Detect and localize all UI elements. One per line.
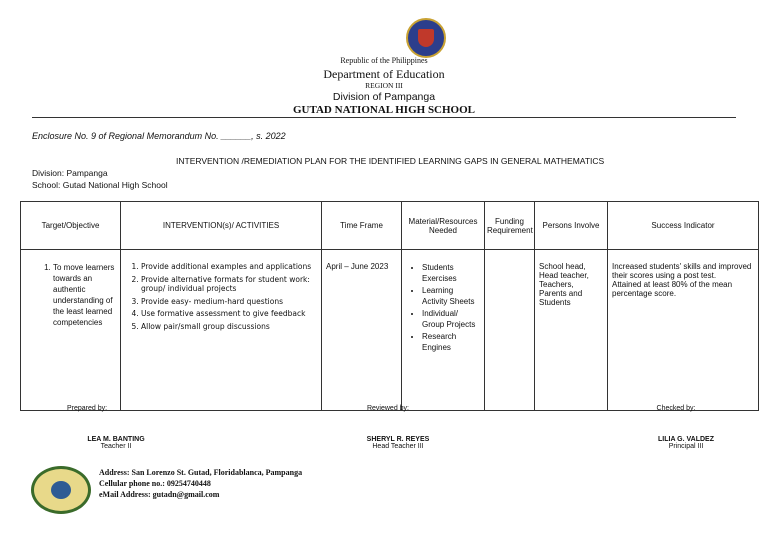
address-line: Address: San Lorenzo St. Gutad, Floridablanca, Pampanga	[99, 468, 303, 477]
phone-line: Cellular phone no.: 09254740448	[99, 479, 211, 488]
col-header-funding: Funding Requirement	[485, 202, 535, 250]
deped-seal-icon	[406, 18, 446, 58]
prepared-by-block	[46, 436, 186, 450]
materials-cell	[402, 250, 485, 411]
activity-item: 5. Allow pair/small group discussions	[141, 322, 317, 332]
col-header-materials: Material/Resources Needed	[402, 202, 485, 250]
activity-item: 1. Provide additional examples and applications	[141, 262, 317, 272]
material-item: • Individual/ Group Projects	[422, 308, 480, 330]
reviewed-by-title: Head Teacher III	[372, 443, 424, 450]
success-cell	[608, 250, 759, 411]
activity-item: 4. Use formative assessment to give feedback	[141, 309, 317, 319]
email-line: eMail Address: gutadn@gmail.com	[99, 490, 220, 499]
checked-by-name: LILIA G. VALDEZ	[658, 436, 714, 443]
school-logo-icon	[31, 466, 91, 514]
checked-by-block	[616, 436, 756, 450]
header-region: REGION III	[365, 81, 403, 90]
success-line: Attained at least 80% of the mean percentage score.	[612, 280, 733, 298]
material-item: • Learning Activity Sheets	[422, 285, 480, 307]
header-divider	[32, 117, 736, 118]
checked-by-title: Principal III	[668, 443, 704, 450]
reviewed-by-name: SHERYL R. REYES	[366, 436, 430, 443]
reviewed-by-block	[328, 436, 468, 450]
school-contact	[99, 467, 302, 500]
objective-cell	[21, 250, 121, 411]
objective-item: 1. To move learners towards an authentic understanding of the least learned competencies	[53, 262, 116, 328]
table-row	[21, 250, 759, 411]
header-school: GUTAD NATIONAL HIGH SCHOOL	[292, 104, 476, 116]
header-department: Department of Education	[323, 67, 445, 81]
col-header-success: Success Indicator	[608, 202, 759, 250]
col-header-persons: Persons Involve	[535, 202, 608, 250]
funding-cell	[485, 250, 535, 411]
col-header-time-frame: Time Frame	[322, 202, 402, 250]
reviewed-by-label: Reviewed by:	[366, 405, 410, 412]
time-frame-cell: April – June 2023	[322, 250, 402, 411]
header-republic: Republic of the Philippines	[340, 56, 428, 65]
prepared-by-name: LEA M. BANTING	[87, 436, 145, 443]
table-header-row	[21, 202, 759, 250]
col-header-target: Target/Objective	[21, 202, 121, 250]
material-item: • Students Exercises	[422, 262, 480, 284]
col-header-activities: INTERVENTION(s)/ ACTIVITIES	[121, 202, 322, 250]
enclosure-note: Enclosure No. 9 of Regional Memorandum No. ______, s. 2022	[32, 131, 286, 141]
activities-cell	[121, 250, 322, 411]
plan-title: INTERVENTION /REMEDIATION PLAN FOR THE IDENTIFIED LEARNING GAPS IN GENERAL MATHEMATICS	[176, 156, 605, 166]
header-division: Division of Pampanga	[332, 91, 436, 103]
activity-item: 3. Provide easy- medium-hard questions	[141, 297, 317, 307]
checked-by-label: Checked by:	[656, 405, 696, 412]
prepared-by-title: Teacher II	[100, 443, 132, 450]
success-line: Increased students' skills and improved their scores using a post test.	[612, 262, 752, 280]
school-label: School: Gutad National High School	[32, 180, 168, 190]
intervention-table	[20, 201, 759, 411]
persons-cell: School head, Head teacher, Teachers, Parents and Students	[535, 250, 608, 411]
division-label: Division: Pampanga	[32, 168, 108, 178]
activity-item: 2. Provide alternative formats for student work: group/ individual projects	[141, 275, 317, 294]
material-item: • Research Engines	[422, 331, 480, 353]
prepared-by-label: Prepared by:	[66, 405, 108, 412]
